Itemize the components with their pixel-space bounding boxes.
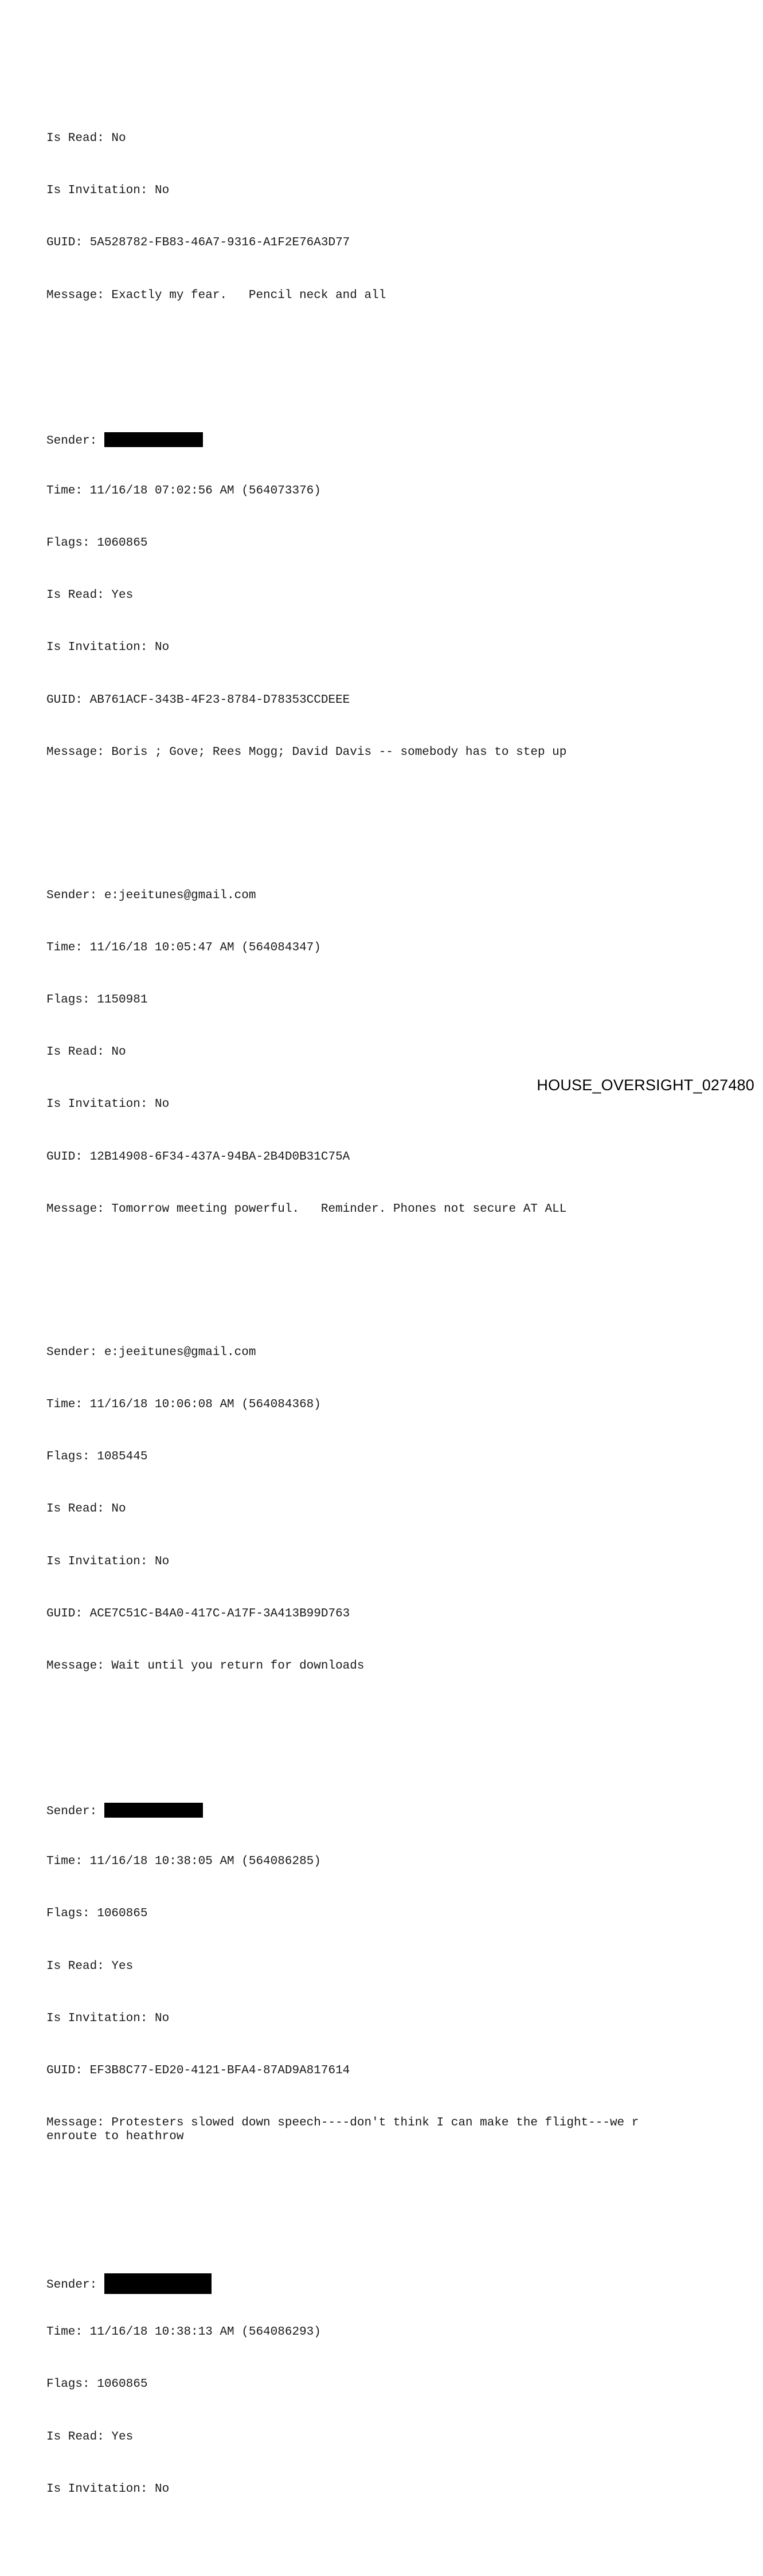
redaction-box: [104, 1803, 203, 1818]
is-read-line: Is Read: Yes: [46, 589, 134, 602]
message-line: Message: Protesters slowed down speech----don't think I can make the flight---we r enroute to heathrow: [46, 2116, 639, 2144]
flags-line: Flags: 1060865: [46, 2378, 148, 2391]
flags-line: Flags: 1060865: [46, 536, 148, 550]
time-line: Time: 11/16/18 10:06:08 AM (564084368): [46, 1398, 321, 1411]
sender-line: [46, 1803, 723, 1816]
is-invitation-line: Is Invitation: No: [46, 641, 170, 655]
message-entry: [46, 405, 723, 807]
is-invitation-line: Is Invitation: No: [46, 184, 170, 198]
is-read-line: Is Read: No: [46, 132, 126, 145]
redaction-box: [104, 2273, 212, 2294]
guid-line: GUID: 5A528782-FB83-46A7-9316-A1F2E76A3D77: [46, 236, 350, 250]
flags-line: Flags: 1150981: [46, 993, 148, 1007]
sender-line: [46, 432, 723, 446]
is-invitation-line: Is Invitation: No: [46, 1555, 170, 1568]
is-invitation-line: Is Invitation: No: [46, 2482, 170, 2496]
message-line: Message: Wait until you return for downloads: [46, 1659, 365, 1673]
time-line: Time: 11/16/18 10:38:05 AM (564086285): [46, 1855, 321, 1869]
guid-line: GUID: 12B14908-6F34-437A-94BA-2B4D0B31C75A: [46, 1150, 350, 1164]
time-line: Time: 11/16/18 10:38:13 AM (564086293): [46, 2326, 321, 2339]
is-read-line: Is Read: No: [46, 1046, 126, 1059]
is-read-line: Is Read: Yes: [46, 2430, 134, 2444]
message-entry: [46, 1775, 723, 2191]
time-line: Time: 11/16/18 10:05:47 AM (564084347): [46, 941, 321, 954]
message-entry: [46, 1318, 723, 1720]
redaction-box: [104, 432, 203, 447]
sender-label: Sender:: [46, 434, 104, 448]
sender-line: [46, 2273, 723, 2292]
is-invitation-line: Is Invitation: No: [46, 2011, 170, 2025]
sender-line: Sender: e:jeeitunes@gmail.com: [46, 1345, 256, 1359]
message-line: Message: Exactly my fear. Pencil neck and all: [46, 288, 386, 302]
sender-line: Sender: e:jeeitunes@gmail.com: [46, 888, 256, 902]
is-invitation-line: Is Invitation: No: [46, 1098, 170, 1111]
message-log: [46, 49, 723, 2576]
bates-number: HOUSE_OVERSIGHT_027480: [537, 1076, 754, 1094]
message-line: Message: Boris ; Gove; Rees Mogg; David Davis -- somebody has to step up: [46, 745, 567, 759]
sender-label: Sender:: [46, 2279, 104, 2292]
sender-label: Sender:: [46, 1804, 104, 1818]
guid-line: GUID: ACE7C51C-B4A0-417C-A17F-3A413B99D763: [46, 1607, 350, 1620]
time-line: Time: 11/16/18 07:02:56 AM (564073376): [46, 484, 321, 498]
guid-line: GUID: EF3B8C77-ED20-4121-BFA4-87AD9A817614: [46, 2064, 350, 2077]
message-entry: [46, 2246, 723, 2535]
message-entry: [46, 862, 723, 1263]
flags-line: Flags: 1085445: [46, 1450, 148, 1464]
message-entry: [46, 104, 723, 350]
flags-line: Flags: 1060865: [46, 1907, 148, 1921]
is-read-line: Is Read: No: [46, 1502, 126, 1516]
message-line: Message: Tomorrow meeting powerful. Reminder. Phones not secure AT ALL: [46, 1202, 567, 1216]
guid-line: GUID: AB761ACF-343B-4F23-8784-D78353CCDEEE: [46, 693, 350, 707]
is-read-line: Is Read: Yes: [46, 1959, 134, 1973]
